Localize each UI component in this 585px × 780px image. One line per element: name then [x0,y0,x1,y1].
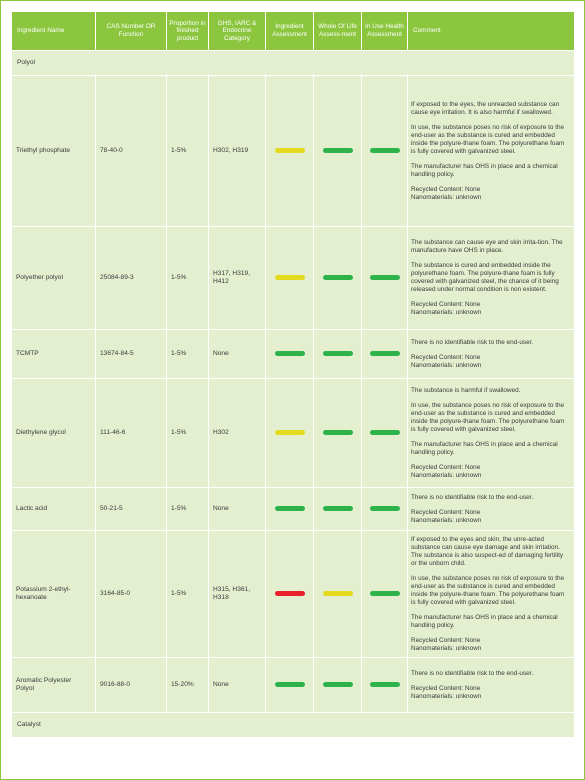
whole-of-life-assessment-cell [314,658,361,712]
ingredient-assessment-cell [266,488,313,530]
comment-paragraph: There is no identifiable risk to the end-user. [411,338,534,346]
ingredient-assessment-green-indicator [275,351,305,356]
comment-paragraph: If exposed to the eyes, the unreacted substance can cause eye irritation. It is also harmful if swallowed. [411,100,560,116]
table-row [12,488,574,530]
comment-paragraph: The substance is harmful if swallowed. [411,386,521,394]
comment-paragraph: The substance is cured and embedded inside the polyurethane foam. The polyure-thane foam is fully covered with galvanized steel, the chance of it being released under normal condition is non existent. [411,262,559,293]
ingredient-assessment-yellow-indicator [275,275,305,280]
whole-of-life-assessment-green-indicator [323,275,353,280]
comment-paragraph: Nanomaterials: unknown [411,644,482,652]
ingredient-table [11,11,575,738]
ghs-category: None [209,488,265,530]
in-use-health-assessment-green-indicator [370,275,400,280]
whole-of-life-assessment-cell [314,379,361,487]
whole-of-life-assessment-cell [314,330,361,378]
in-use-health-assessment-green-indicator [370,506,400,511]
ghs-category: None [209,658,265,712]
comment-paragraph: Nanomaterials: unknown [411,516,482,524]
table-row [12,227,574,329]
whole-of-life-assessment-green-indicator [323,148,353,153]
comment-paragraph: Recycled Content: None [411,353,481,361]
comment-cell [408,330,574,378]
header-whole-of-life: Whole Of Life Assess-ment [314,12,361,50]
comment-paragraph: The manufacturer has OHS in place and a chemical handling policy. [411,162,558,178]
in-use-health-assessment-green-indicator [370,682,400,687]
whole-of-life-assessment-green-indicator [323,506,353,511]
header-proportion: Proportion in finished product [167,12,208,50]
proportion: 15-20% [167,658,208,712]
ghs-category: H317, H319, H412 [209,227,265,329]
in-use-health-assessment-green-indicator [370,430,400,435]
comment-paragraph: Nanomaterials: unknown [411,193,482,201]
header-ingredient-name: Ingredient Name [12,12,95,50]
ingredient-assessment-cell [266,330,313,378]
header-in-use-health: In Use Health Assessment [362,12,407,50]
ghs-category: None [209,330,265,378]
ingredient-assessment-green-indicator [275,682,305,687]
comment-cell [408,227,574,329]
comment-paragraph: In use, the substance poses no risk of exposure to the end-user as the substance is cured and embedded inside the polyure-thane foam. The polyurethane foam is fully covered with galvanized steel. [411,574,565,606]
ingredient-assessment-cell [266,227,313,329]
comment-paragraph: If exposed to the eyes and skin, the unre-acted substance can cause eye damage and skin irritation. The substance is also suspect-ed of damaging fertility or the unborn child. [411,535,564,567]
comment-cell [408,76,574,226]
cas-number: 25084-89-3 [96,227,166,329]
comment-paragraph: In use, the substance poses no risk of exposure to the end-user as the substance is cured and embedded inside the polyure-thane foam. The polyurethane foam is fully covered with galvanized steel. [411,401,565,433]
comment-paragraph: There is no identifiable risk to the end-user. [411,669,534,677]
table-row [12,658,574,712]
comment-paragraph: Nanomaterials: unknown [411,692,482,700]
in-use-health-assessment-green-indicator [370,351,400,356]
ingredient-assessment-yellow-indicator [275,430,305,435]
comment-paragraph: Recycled Content: None [411,301,481,308]
comment-paragraph: In use, the substance poses no risk of exposure to the end-user as the substance is cured and embedded inside the polyure-thane foam. The polyurethane foam is fully covered with galvanized steel. [411,123,565,155]
whole-of-life-assessment-cell [314,531,361,657]
in-use-health-assessment-cell [362,488,407,530]
table-row [12,76,574,226]
comment-paragraph: The manufacturer has OHS in place and a chemical handling policy. [411,613,558,629]
ingredient-assessment-red-indicator [275,591,305,596]
header-comment: Comment [408,12,574,50]
comment-paragraph: Nanomaterials: unknown [411,361,482,369]
in-use-health-assessment-green-indicator [370,591,400,596]
ghs-category: H302, H319 [209,76,265,226]
comment-paragraph: Recycled Content: None [411,463,481,471]
ingredient-name: Aromatic Polyester Polyol [12,658,95,712]
ingredient-assessment-cell [266,379,313,487]
cas-number: 3164-85-0 [96,531,166,657]
ingredient-assessment-cell [266,531,313,657]
cas-number: 78-40-0 [96,76,166,226]
cas-number: 111-46-6 [96,379,166,487]
ingredient-assessment-green-indicator [275,506,305,511]
ingredient-name: TCMTP [12,330,95,378]
comment-cell [408,379,574,487]
comment-paragraph: Nanomaterials: unknown [411,471,482,479]
section-label-catalyst: Catalyst [12,713,574,737]
whole-of-life-assessment-yellow-indicator [323,591,353,596]
in-use-health-assessment-cell [362,227,407,329]
in-use-health-assessment-cell [362,330,407,378]
ingredient-name: Potassium 2-ethyl-hexanoate [12,531,95,657]
ingredient-name: Polyether polyol [12,227,95,329]
proportion: 1-5% [167,227,208,329]
cas-number: 13674-84-5 [96,330,166,378]
header-ingredient-assessment: Ingredient Assessment [266,12,313,50]
section-row-polyol [12,51,574,75]
ingredient-assessment-cell [266,76,313,226]
ingredient-name: Lactic acid [12,488,95,530]
proportion: 1-5% [167,330,208,378]
whole-of-life-assessment-green-indicator [323,682,353,687]
proportion: 1-5% [167,379,208,487]
comment-paragraph: The manufacturer has OHS in place and a chemical handling policy. [411,440,558,456]
in-use-health-assessment-cell [362,658,407,712]
comment-cell [408,658,574,712]
proportion: 1-5% [167,488,208,530]
whole-of-life-assessment-cell [314,76,361,226]
proportion: 1-5% [167,76,208,226]
cas-number: 50-21-5 [96,488,166,530]
table-row [12,531,574,657]
in-use-health-assessment-cell [362,531,407,657]
whole-of-life-assessment-cell [314,227,361,329]
comment-cell [408,531,574,657]
whole-of-life-assessment-green-indicator [323,351,353,356]
comment-paragraph: Nanomaterials: unknown [411,309,482,316]
comment-paragraph: Recycled Content: None [411,636,481,644]
ghs-category: H315, H361, H318 [209,531,265,657]
comment-paragraph: The substance can cause eye and skin irrita-tion. The manufacture have OHS in place. [411,239,563,254]
table-row [12,330,574,378]
comment-paragraph: Recycled Content: None [411,185,481,193]
ingredient-assessment-cell [266,658,313,712]
comment-cell [408,488,574,530]
header-cas-number: CAS Number OR Function [96,12,166,50]
ingredient-name: Diethylene glycol [12,379,95,487]
table-row [12,379,574,487]
ingredient-assessment-yellow-indicator [275,148,305,153]
cas-number: 9016-88-0 [96,658,166,712]
comment-paragraph: Recycled Content: None [411,684,481,692]
ingredient-name: Triethyl phosphate [12,76,95,226]
ghs-category: H302 [209,379,265,487]
section-label-polyol: Polyol [12,51,574,75]
in-use-health-assessment-cell [362,379,407,487]
in-use-health-assessment-green-indicator [370,148,400,153]
proportion: 1-5% [167,531,208,657]
whole-of-life-assessment-cell [314,488,361,530]
comment-paragraph: Recycled Content: None [411,508,481,516]
table-header-row [12,12,574,50]
header-ghs-category: GHS, IARC & Endocrine Category [209,12,265,50]
whole-of-life-assessment-green-indicator [323,430,353,435]
comment-paragraph: There is no identifiable risk to the end-user. [411,493,534,501]
in-use-health-assessment-cell [362,76,407,226]
section-row-catalyst [12,713,574,737]
